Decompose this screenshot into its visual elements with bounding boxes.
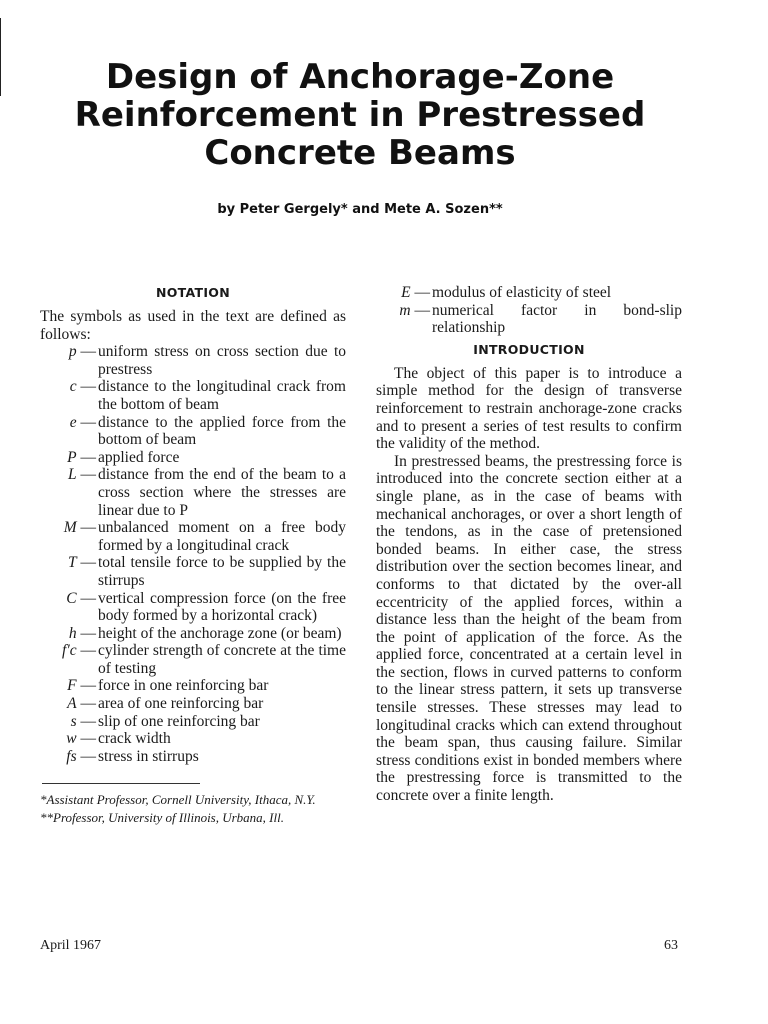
notation-item	[40, 554, 346, 589]
intro-paragraph-1: The object of this paper is to introduce a simple method for the design of transverse reinforcement to restrain anchorage-zone cracks and to present a series of test results to confirm the validity of the method.	[376, 364, 682, 453]
notation-symbol-text: f′c	[62, 642, 77, 660]
notation-definition: stress in stirrups	[98, 747, 199, 765]
notation-item	[376, 284, 682, 302]
notation-item	[376, 302, 682, 337]
byline: by Peter Gergely* and Mete A. Sozen**	[217, 202, 503, 217]
notation-symbol-text: e	[69, 413, 77, 431]
notation-definition: slip of one reinforcing bar	[98, 712, 260, 730]
left-column	[40, 284, 346, 828]
intro-paragraph-2: In prestressed beams, the prestressing force is introduced into the concrete section either at a single plane, as in the case of beams with mechanical anchorages, or over a short length of the tendons, as in the case of pretensioned bonded beams. In either case, the stress distribution over the section becomes linear, and conforms to that dictated by the over-all eccentricity of the applied forces, within a distance less than the height of the beam from the point of application of the force. As the applied force, concentrated at a certain level in the section, flows in curved patterns to conform to the linear stress pattern, it sets up transverse tensile stresses. These stresses may lead to longitudinal cracks which can extend throughout the beam span, thus causing failure. Similar stress conditions exist in bonded members where the prestressing force is transmitted to the concrete over a finite length.	[376, 452, 682, 805]
notation-list	[40, 343, 346, 765]
notation-symbol: P —	[67, 448, 96, 466]
footnote-rule	[42, 783, 200, 784]
notation-symbol-text: C	[66, 589, 77, 607]
notation-item	[40, 590, 346, 625]
right-column	[376, 284, 682, 805]
introduction-heading: INTRODUCTION	[473, 341, 585, 357]
notation-symbol: fs —	[66, 747, 96, 765]
notation-symbol: E —	[401, 284, 430, 301]
notation-symbol-text: p	[68, 343, 77, 361]
notation-item	[40, 713, 346, 731]
notation-definition: force in one reinforcing bar	[98, 677, 269, 695]
notation-symbol: T —	[68, 554, 96, 572]
notation-definition: uniform stress on cross section due to prestress	[98, 343, 346, 378]
notation-definition: crack width	[98, 730, 171, 748]
notation-symbol: C —	[66, 589, 96, 607]
notation-item	[40, 466, 346, 519]
notation-symbol-text: h	[68, 624, 77, 642]
notation-symbol: s —	[70, 712, 96, 730]
notation-intro: The symbols as used in the text are defined as follows:	[40, 308, 346, 343]
footnote-1: *Assistant Professor, Cornell University, Ithaca, N.Y.	[40, 792, 316, 808]
notation-symbol: m —	[399, 301, 430, 319]
notation-symbol-text: m	[399, 301, 411, 319]
notation-item	[40, 519, 346, 554]
notation-definition: unbalanced moment on a free body formed by a longitudinal crack	[98, 519, 346, 554]
notation-item	[40, 748, 346, 766]
notation-symbol: p —	[68, 343, 96, 361]
notation-definition: height of the anchorage zone (or beam)	[98, 624, 342, 642]
title-line-1: Design of Anchorage-Zone	[105, 57, 615, 97]
notation-definition: distance to the longitudinal crack from the bottom of beam	[98, 378, 346, 413]
title-line-3: Concrete Beams	[204, 133, 516, 173]
notation-item	[40, 378, 346, 413]
article-title	[30, 58, 690, 172]
notation-item	[40, 625, 346, 643]
notation-definition: applied force	[98, 448, 180, 466]
notation-definition: modulus of elasticity of steel	[432, 284, 612, 301]
notation-symbol-text: M	[63, 519, 77, 537]
notation-symbol-text: c	[69, 378, 77, 396]
notation-symbol-text: A	[67, 695, 77, 713]
notation-definition: vertical compression force (on the free body formed by a horizontal crack)	[98, 589, 346, 625]
notation-definition: cylinder strength of concrete at the time of testing	[98, 642, 346, 677]
notation-item	[40, 677, 346, 695]
notation-symbol-text: E	[401, 284, 411, 301]
notation-symbol: c —	[69, 378, 96, 396]
notation-definition: area of one reinforcing bar	[98, 695, 264, 713]
notation-symbol: e —	[69, 413, 96, 431]
notation-definition: distance from the end of the beam to a cross section where the stresses are linear due to P	[98, 466, 346, 519]
notation-symbol: L —	[68, 466, 96, 484]
notation-item	[40, 730, 346, 748]
notation-definition: numerical factor in bond-slip relationship	[432, 301, 682, 337]
notation-symbol: w —	[66, 730, 96, 748]
notation-symbol-text: w	[66, 730, 77, 748]
notation-symbol: f′c —	[62, 642, 96, 660]
notation-symbol-text: s	[70, 712, 77, 730]
notation-item	[40, 695, 346, 713]
notation-symbol: h —	[68, 624, 96, 642]
notation-symbol: M —	[63, 519, 96, 537]
footnote-2: **Professor, University of Illinois, Urbana, Ill.	[40, 810, 284, 826]
issue-date: April 1967	[40, 938, 102, 953]
notation-symbol-text: T	[68, 554, 77, 572]
notation-item	[40, 642, 346, 677]
title-line-2: Reinforcement in Prestressed	[74, 95, 646, 135]
notation-definition: total tensile force to be supplied by the stirrups	[98, 554, 346, 589]
page-edge-line	[0, 18, 1, 96]
notation-item	[40, 449, 346, 467]
notation-item	[40, 414, 346, 449]
notation-symbol: A —	[67, 695, 96, 713]
notation-symbol-text: fs	[66, 747, 77, 765]
notation-symbol: F —	[67, 677, 96, 695]
notation-list-continued	[376, 284, 682, 337]
notation-symbol-text: L	[68, 466, 77, 484]
notation-item	[40, 343, 346, 378]
notation-definition: distance to the applied force from the bottom of beam	[98, 413, 346, 449]
notation-symbol-text: F	[67, 677, 77, 695]
notation-heading: NOTATION	[155, 285, 230, 300]
notation-symbol-text: P	[67, 448, 77, 466]
page-number: 63	[664, 938, 678, 953]
